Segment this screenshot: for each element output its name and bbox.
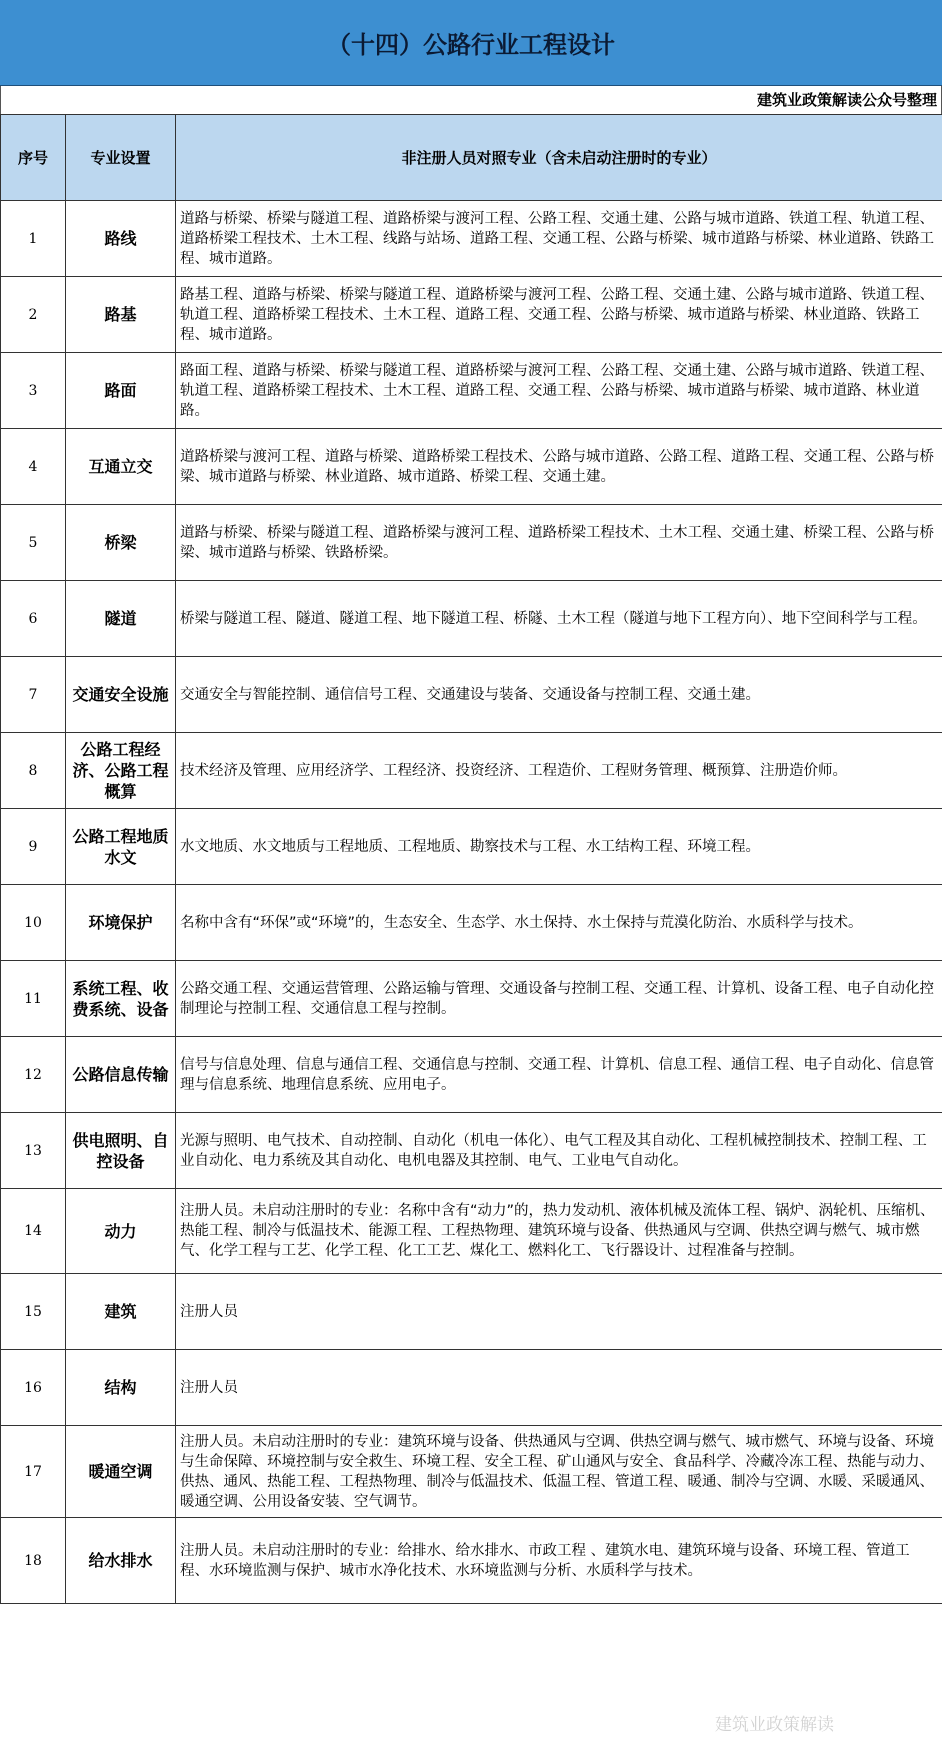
row-detail: 道路与桥梁、桥梁与隧道工程、道路桥梁与渡河工程、道路桥梁工程技术、土木工程、交通土建、桥梁工程、公路与桥梁、城市道路与桥梁、铁路桥梁。 — [176, 505, 942, 581]
row-detail: 注册人员 — [176, 1350, 942, 1426]
row-major: 交通安全设施 — [66, 657, 176, 733]
row-major: 路线 — [66, 201, 176, 277]
row-no: 6 — [1, 581, 66, 657]
row-no: 16 — [1, 1350, 66, 1426]
page-title: （十四）公路行业工程设计 — [0, 0, 942, 86]
table-row — [1, 581, 942, 657]
watermark: 建筑业政策解读 — [715, 1715, 834, 1735]
row-no: 4 — [1, 429, 66, 505]
header-detail: 非注册人员对照专业（含未启动注册时的专业） — [176, 115, 942, 201]
table-row — [1, 1426, 942, 1518]
table-row — [1, 277, 942, 353]
row-detail: 道路桥梁与渡河工程、道路与桥梁、道路桥梁工程技术、公路与城市道路、公路工程、道路工程、交通工程、公路与桥梁、城市道路与桥梁、林业道路、城市道路、桥梁工程、交通土建。 — [176, 429, 942, 505]
row-no: 14 — [1, 1189, 66, 1274]
header-major: 专业设置 — [66, 115, 176, 201]
row-no: 1 — [1, 201, 66, 277]
table-row — [1, 1037, 942, 1113]
row-no: 9 — [1, 809, 66, 885]
row-detail: 道路与桥梁、桥梁与隧道工程、道路桥梁与渡河工程、公路工程、交通土建、公路与城市道路、铁道工程、轨道工程、道路桥梁工程技术、土木工程、线路与站场、道路工程、交通工程、公路与桥梁、城市道路与桥梁、林业道路、铁路工程、城市道路。 — [176, 201, 942, 277]
table-row — [1, 429, 942, 505]
row-no: 13 — [1, 1113, 66, 1189]
row-no: 8 — [1, 733, 66, 809]
header-no: 序号 — [1, 115, 66, 201]
row-detail: 路面工程、道路与桥梁、桥梁与隧道工程、道路桥梁与渡河工程、公路工程、交通土建、公路与城市道路、铁道工程、轨道工程、道路桥梁工程技术、土木工程、道路工程、交通工程、公路与桥梁、城市道路与桥梁、城市道路、林业道路。 — [176, 353, 942, 429]
row-no: 12 — [1, 1037, 66, 1113]
table-row — [1, 505, 942, 581]
source-note: 建筑业政策解读公众号整理 — [0, 86, 942, 114]
row-detail: 公路交通工程、交通运营管理、公路运输与管理、交通设备与控制工程、交通工程、计算机、设备工程、电子自动化控制理论与控制工程、交通信息工程与控制。 — [176, 961, 942, 1037]
row-major: 环境保护 — [66, 885, 176, 961]
row-major: 建筑 — [66, 1274, 176, 1350]
row-detail: 注册人员。未启动注册时的专业：给排水、给水排水、市政工程 、建筑水电、建筑环境与设备、环境工程、管道工程、水环境监测与保护、城市水净化技术、水环境监测与分析、水质科学与技术。 — [176, 1518, 942, 1604]
row-detail: 光源与照明、电气技术、自动控制、自动化（机电一体化）、电气工程及其自动化、工程机械控制技术、控制工程、工业自动化、电力系统及其自动化、电机电器及其控制、电气、工业电气自动化。 — [176, 1113, 942, 1189]
row-major: 动力 — [66, 1189, 176, 1274]
row-detail: 技术经济及管理、应用经济学、工程经济、投资经济、工程造价、工程财务管理、概预算、注册造价师。 — [176, 733, 942, 809]
row-major: 公路信息传输 — [66, 1037, 176, 1113]
row-major: 公路工程经济、公路工程概算 — [66, 733, 176, 809]
row-major: 系统工程、收费系统、设备 — [66, 961, 176, 1037]
row-detail: 注册人员。未启动注册时的专业：名称中含有“动力”的，热力发动机、液体机械及流体工程、锅炉、涡轮机、压缩机、热能工程、制冷与低温技术、能源工程、工程热物理、建筑环境与设备、供热通风与空调、供热空调与燃气、城市燃气、化学工程与工艺、化学工程、化工工艺、煤化工、燃料化工、飞行器设计、过程准备与控制。 — [176, 1189, 942, 1274]
row-major: 互通立交 — [66, 429, 176, 505]
table-row — [1, 1113, 942, 1189]
table-row — [1, 885, 942, 961]
table-row — [1, 353, 942, 429]
table-row — [1, 1274, 942, 1350]
row-no: 2 — [1, 277, 66, 353]
row-major: 公路工程地质水文 — [66, 809, 176, 885]
table-row — [1, 809, 942, 885]
row-major: 供电照明、自控设备 — [66, 1113, 176, 1189]
row-major: 结构 — [66, 1350, 176, 1426]
row-major: 暖通空调 — [66, 1426, 176, 1518]
table-row — [1, 1350, 942, 1426]
row-detail: 交通安全与智能控制、通信信号工程、交通建设与装备、交通设备与控制工程、交通土建。 — [176, 657, 942, 733]
row-major: 路面 — [66, 353, 176, 429]
row-no: 5 — [1, 505, 66, 581]
row-detail: 名称中含有“环保”或“环境”的，生态安全、生态学、水土保持、水土保持与荒漠化防治、水质科学与技术。 — [176, 885, 942, 961]
table-row — [1, 1189, 942, 1274]
row-major: 路基 — [66, 277, 176, 353]
table-row — [1, 961, 942, 1037]
row-detail: 桥梁与隧道工程、隧道、隧道工程、地下隧道工程、桥隧、土木工程（隧道与地下工程方向）、地下空间科学与工程。 — [176, 581, 942, 657]
row-detail: 信号与信息处理、信息与通信工程、交通信息与控制、交通工程、计算机、信息工程、通信工程、电子自动化、信息管理与信息系统、地理信息系统、应用电子。 — [176, 1037, 942, 1113]
row-no: 10 — [1, 885, 66, 961]
table-row — [1, 733, 942, 809]
row-no: 3 — [1, 353, 66, 429]
table-row — [1, 1518, 942, 1604]
row-no: 18 — [1, 1518, 66, 1604]
row-major: 隧道 — [66, 581, 176, 657]
table-header-row — [1, 115, 942, 201]
row-no: 15 — [1, 1274, 66, 1350]
row-no: 7 — [1, 657, 66, 733]
row-detail: 注册人员。未启动注册时的专业：建筑环境与设备、供热通风与空调、供热空调与燃气、城市燃气、环境与设备、环境与生命保障、环境控制与安全救生、环境工程、安全工程、矿山通风与安全、食品科学、冷藏冷冻工程、热能与动力、供热、通风、热能工程、工程热物理、制冷与低温技术、低温工程、管道工程、暖通、制冷与空调、水暖、采暖通风、暖通空调、公用设备安装、空气调节。 — [176, 1426, 942, 1518]
row-detail: 注册人员 — [176, 1274, 942, 1350]
table-row — [1, 657, 942, 733]
table-row — [1, 201, 942, 277]
row-major: 给水排水 — [66, 1518, 176, 1604]
major-mapping-table — [0, 114, 942, 1604]
row-no: 11 — [1, 961, 66, 1037]
row-major: 桥梁 — [66, 505, 176, 581]
row-detail: 路基工程、道路与桥梁、桥梁与隧道工程、道路桥梁与渡河工程、公路工程、交通土建、公路与城市道路、铁道工程、轨道工程、道路桥梁工程技术、土木工程、道路工程、交通工程、公路与桥梁、城市道路与桥梁、林业道路、铁路工程、城市道路。 — [176, 277, 942, 353]
row-detail: 水文地质、水文地质与工程地质、工程地质、勘察技术与工程、水工结构工程、环境工程。 — [176, 809, 942, 885]
row-no: 17 — [1, 1426, 66, 1518]
